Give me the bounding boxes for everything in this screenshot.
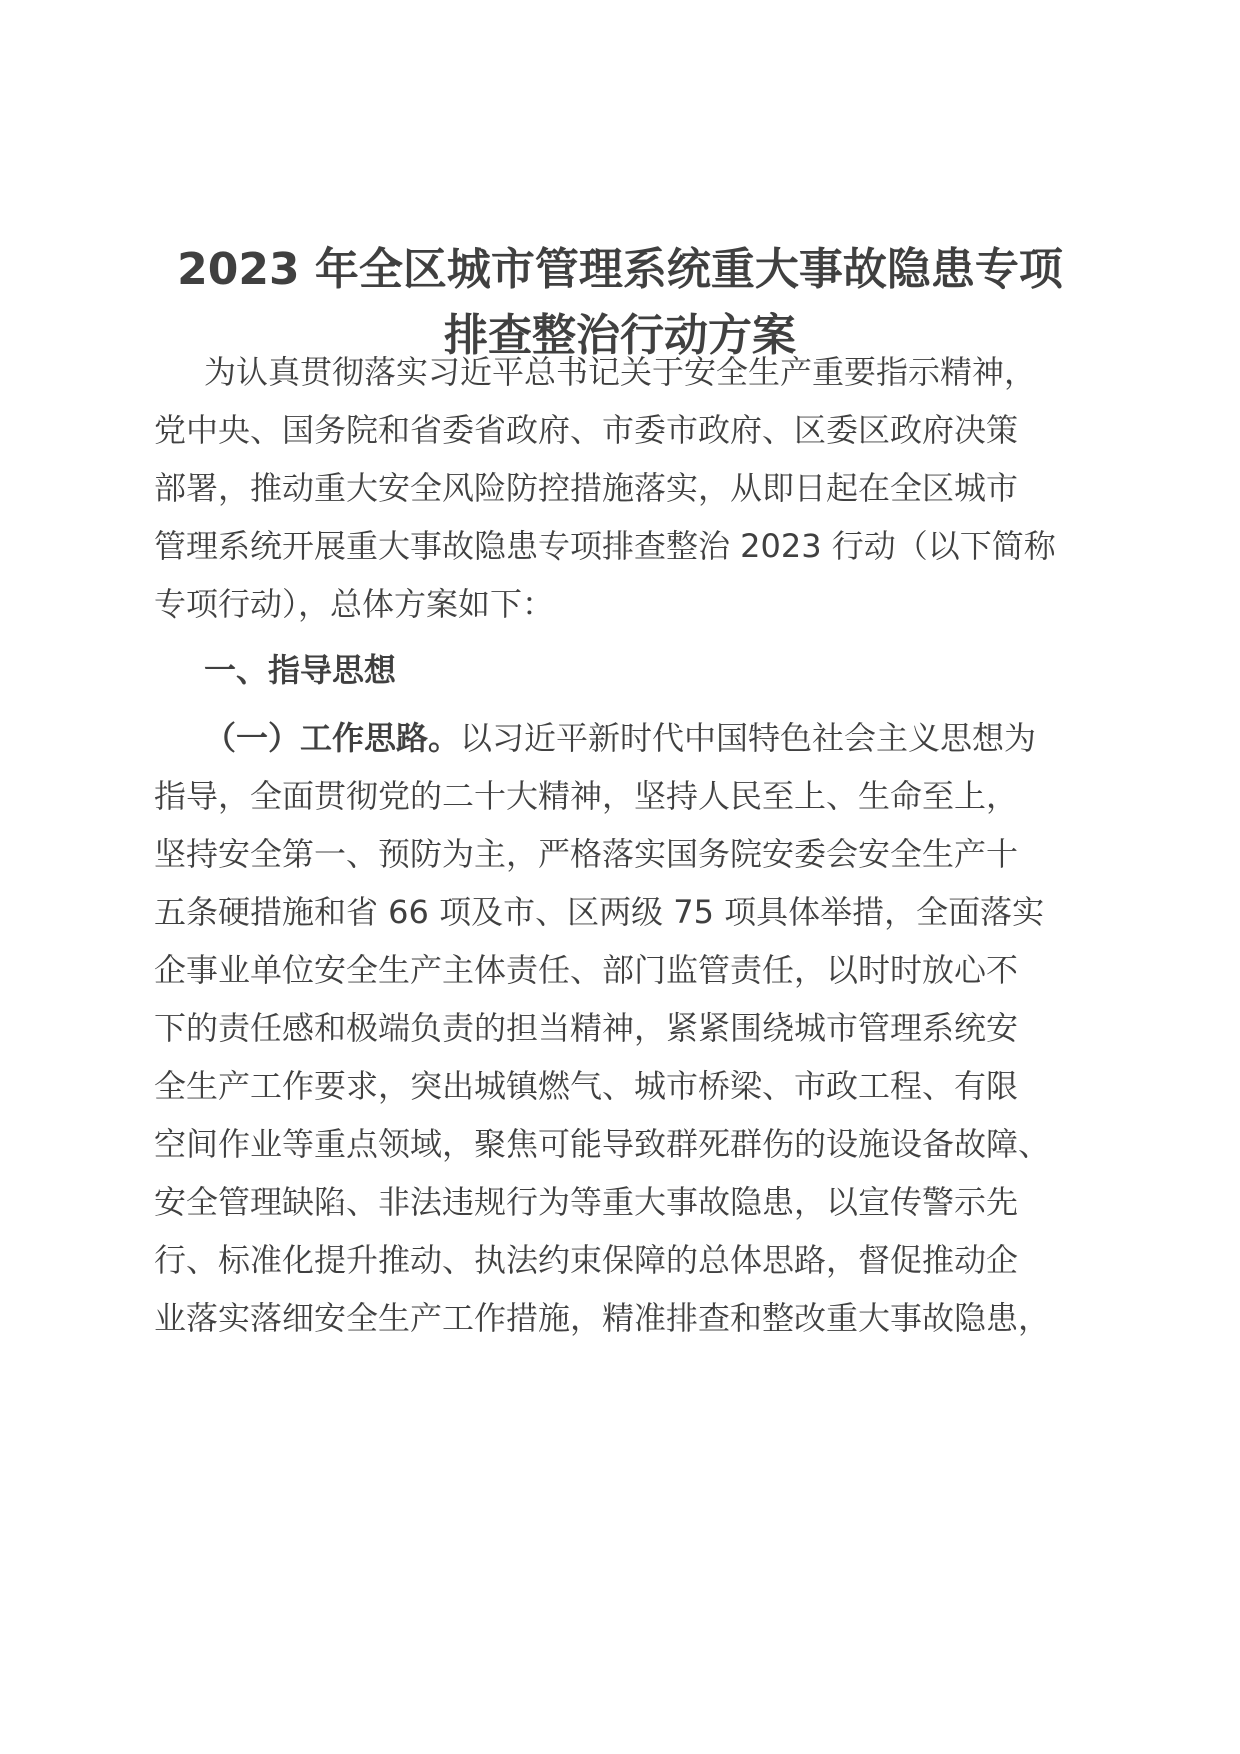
document-title-line-2: 排查整治行动方案 xyxy=(444,310,796,361)
body-line: 企事业单位安全生产主体责任、部门监管责任，以时时放心不 xyxy=(154,951,1019,989)
document-title-line-1: 2023 年全区城市管理系统重大事故隐患专项 xyxy=(177,244,1063,295)
subsection-first-line-text: 以习近平新时代中国特色社会主义思想为 xyxy=(460,719,1037,757)
body-line: 五条硬措施和省 66 项及市、区两级 75 项具体举措，全面落实 xyxy=(154,893,1045,931)
intro-line: 管理系统开展重大事故隐患专项排查整治 2023 行动（以下简称 xyxy=(154,527,1056,565)
intro-line: 为认真贯彻落实习近平总书记关于安全生产重要指示精神， xyxy=(204,353,1037,391)
intro-line: 党中央、国务院和省委省政府、市委市政府、区委区政府决策 xyxy=(154,411,1019,449)
body-line: 下的责任感和极端负责的担当精神，紧紧围绕城市管理系统安 xyxy=(154,1009,1019,1047)
body-line: 坚持安全第一、预防为主，严格落实国务院安委会安全生产十 xyxy=(154,835,1019,873)
subsection-first-line xyxy=(204,718,1184,758)
intro-line: 部署，推动重大安全风险防控措施落实，从即日起在全区城市 xyxy=(154,469,1019,507)
body-line: 空间作业等重点领域，聚焦可能导致群死群伤的设施设备故障、 xyxy=(154,1125,1051,1163)
subsection-heading: （一）工作思路。 xyxy=(204,719,461,757)
body-line: 安全管理缺陷、非法违规行为等重大事故隐患，以宣传警示先 xyxy=(154,1183,1019,1221)
intro-line: 专项行动），总体方案如下： xyxy=(154,585,555,623)
section-heading: 一、指导思想 xyxy=(204,651,397,689)
body-line: 指导，全面贯彻党的二十大精神，坚持人民至上、生命至上， xyxy=(154,777,1019,815)
body-line: 行、标准化提升推动、执法约束保障的总体思路，督促推动企 xyxy=(154,1241,1019,1279)
body-line: 全生产工作要求，突出城镇燃气、城市桥梁、市政工程、有限 xyxy=(154,1067,1019,1105)
body-line: 业落实落细安全生产工作措施，精准排查和整改重大事故隐患， xyxy=(154,1299,1051,1337)
